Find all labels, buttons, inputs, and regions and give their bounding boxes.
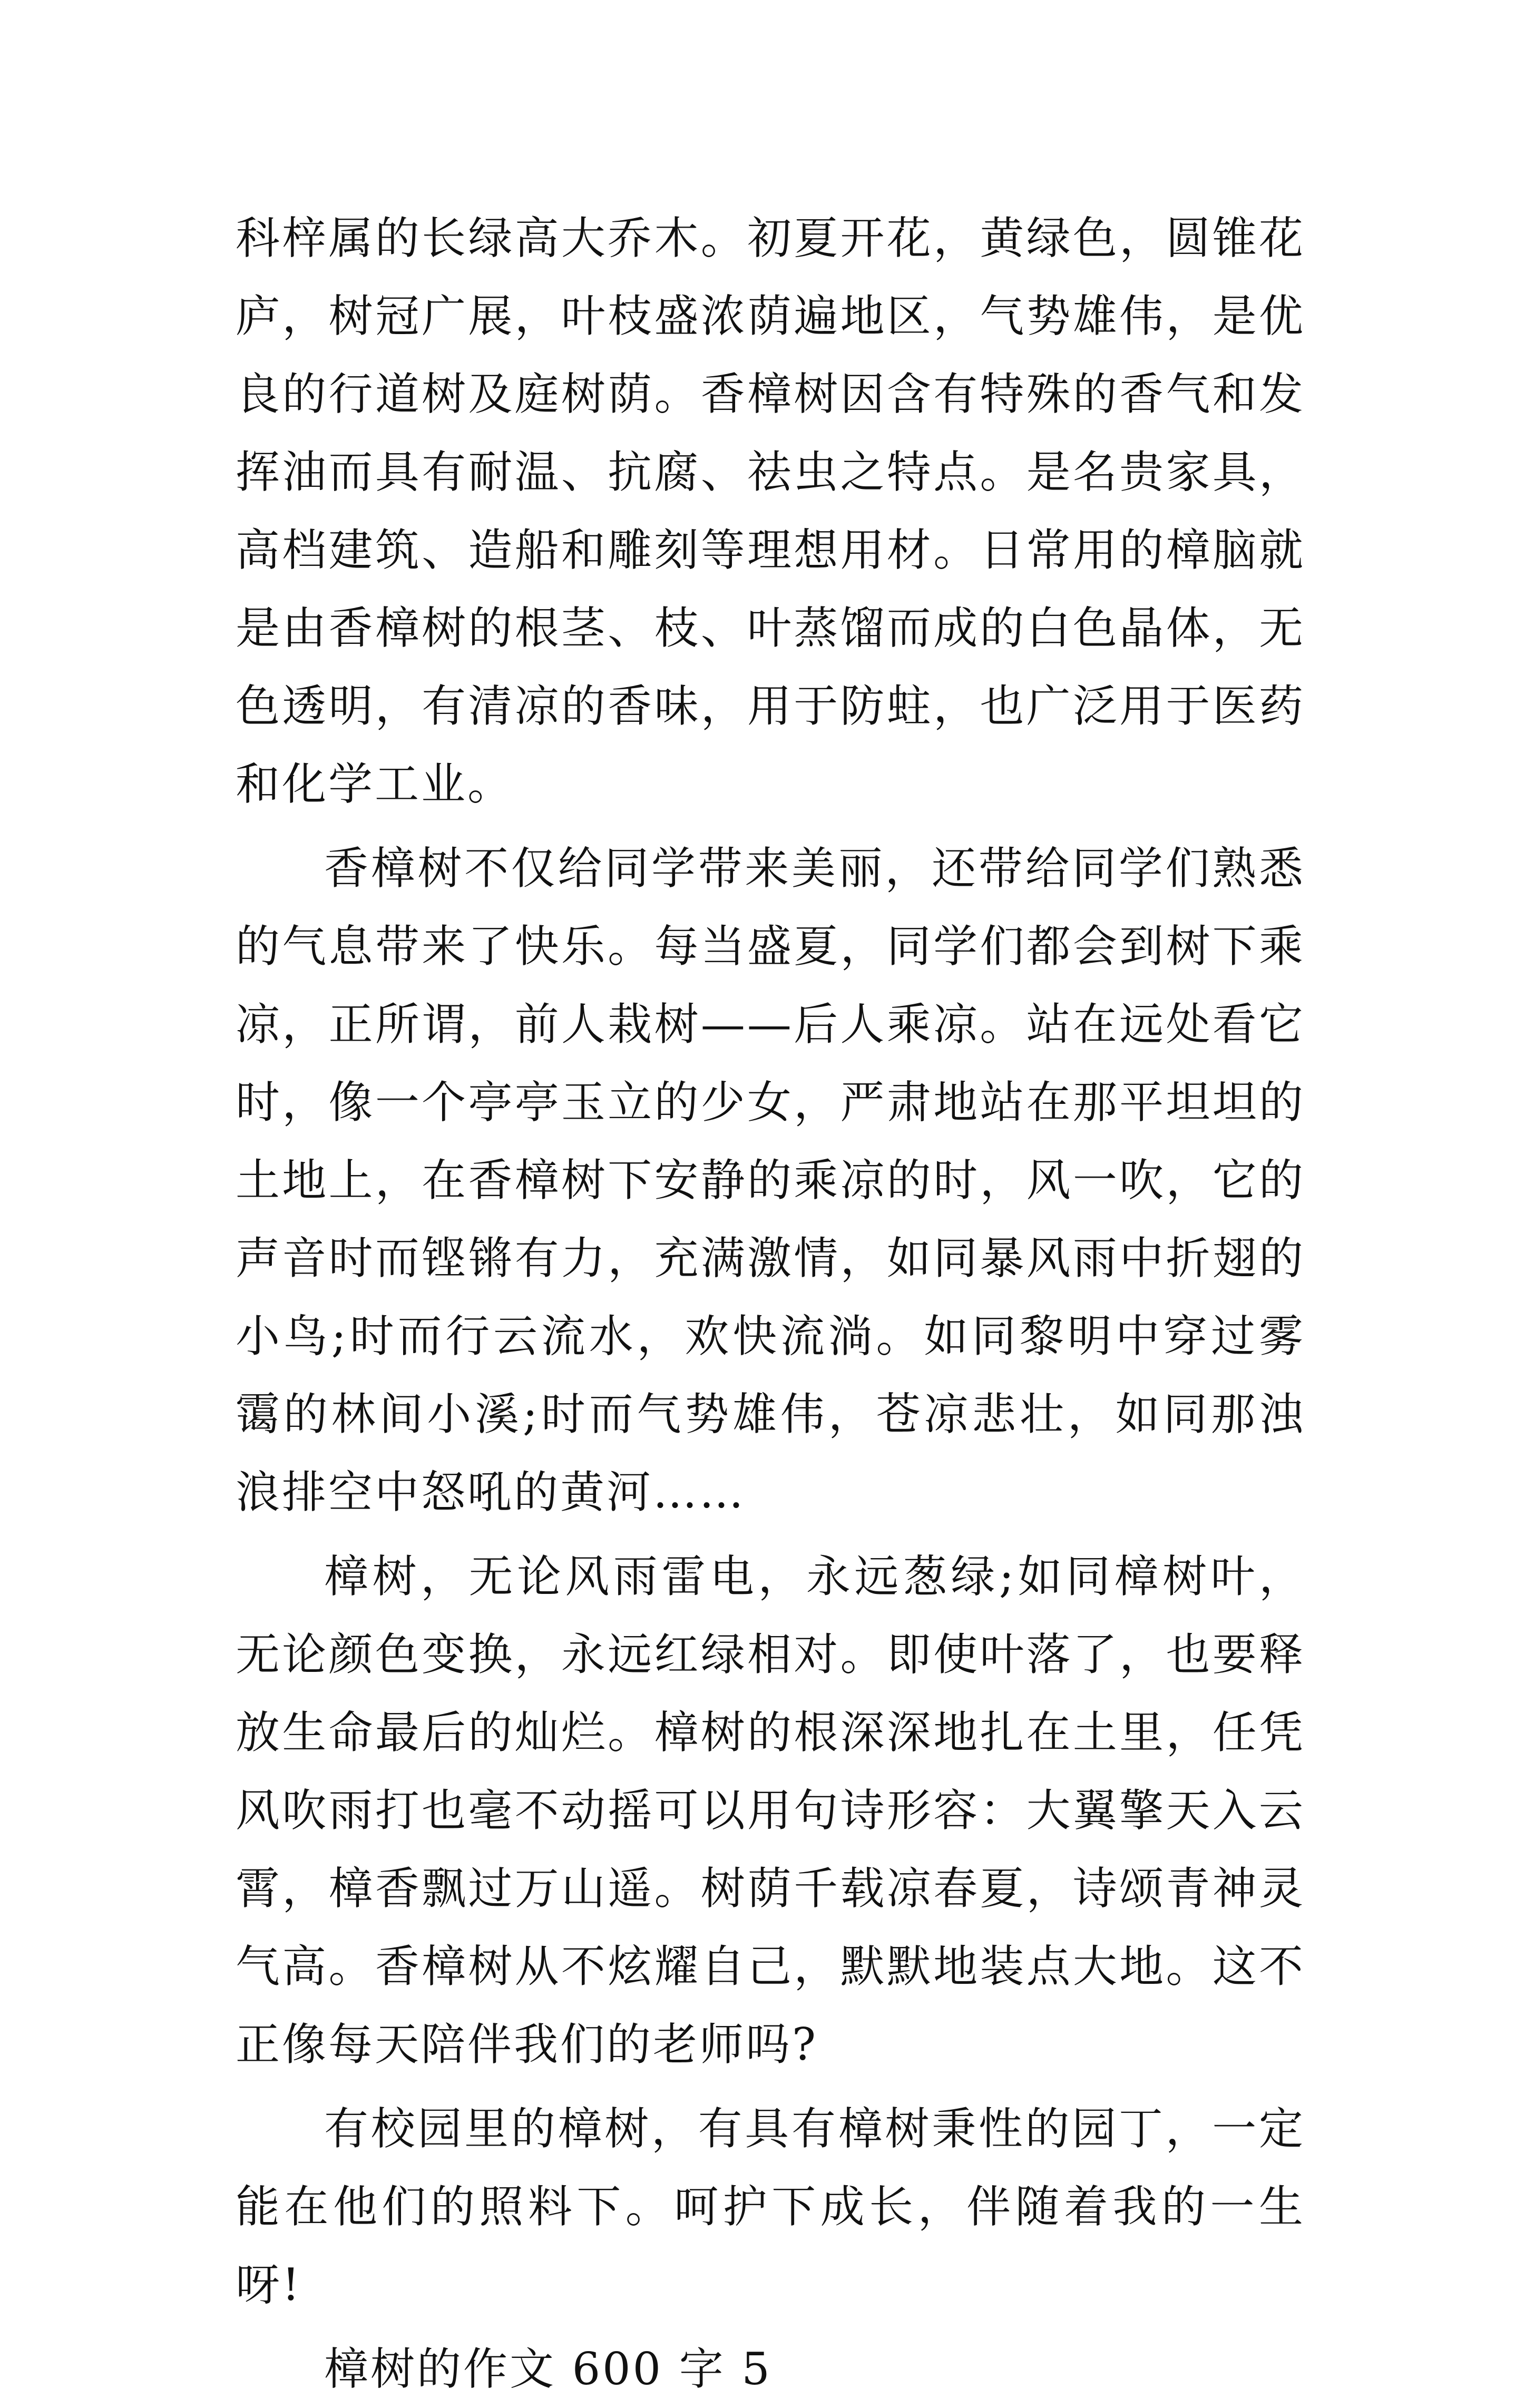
document-body bbox=[236, 199, 1305, 2408]
section-heading: 樟树的作文 600 字 5 bbox=[324, 2343, 772, 2395]
paragraph-4: 有校园里的樟树，有具有樟树秉性的园丁，一定能在他们的照料下。呵护下成长，伴随着我的一生呀! bbox=[236, 2103, 1305, 2311]
paragraph-2: 香樟树不仅给同学带来美丽，还带给同学们熟悉的气息带来了快乐。每当盛夏，同学们都会到树下乘凉，正所谓，前人栽树——后人乘凉。站在远处看它时，像一个亭亭玉立的少女，严肃地站在那平坦坦的土地上，在香樟树下安静的乘凉的时，风一吹，它的声音时而铿锵有力，充满激情，如同暴风雨中折翅的小鸟;时而行云流水，欢快流淌。如同黎明中穿过雾霭的林间小溪;时而气势雄伟，苍凉悲壮，如同那浊浪排空中怒吼的黄河…… bbox=[236, 843, 1305, 1518]
paragraph-3: 樟树，无论风雨雷电，永远葱绿;如同樟树叶，无论颜色变换，永远红绿相对。即使叶落了，也要释放生命最后的灿烂。樟树的根深深地扎在土里，任凭风吹雨打也毫不动摇可以用句诗形容：大翼擎天入云霄，樟香飘过万山遥。树荫千载凉春夏，诗颂青神灵气高。香樟树从不炫耀自己，默默地装点大地。这不正像每天陪伴我们的老师吗? bbox=[236, 1551, 1305, 2070]
paragraph-1: 科梓属的长绿高大乔木。初夏开花，黄绿色，圆锥花庐，树冠广展，叶枝盛浓荫遍地区，气势雄伟，是优良的行道树及庭树荫。香樟树因含有特殊的香气和发挥油而具有耐温、抗腐、祛虫之特点。是名贵家具，高档建筑、造船和雕刻等理想用材。日常用的樟脑就是由香樟树的根茎、枝、叶蒸馏而成的白色晶体，无色透明，有清凉的香味，用于防蛀，也广泛用于医药和化学工业。 bbox=[236, 212, 1305, 810]
